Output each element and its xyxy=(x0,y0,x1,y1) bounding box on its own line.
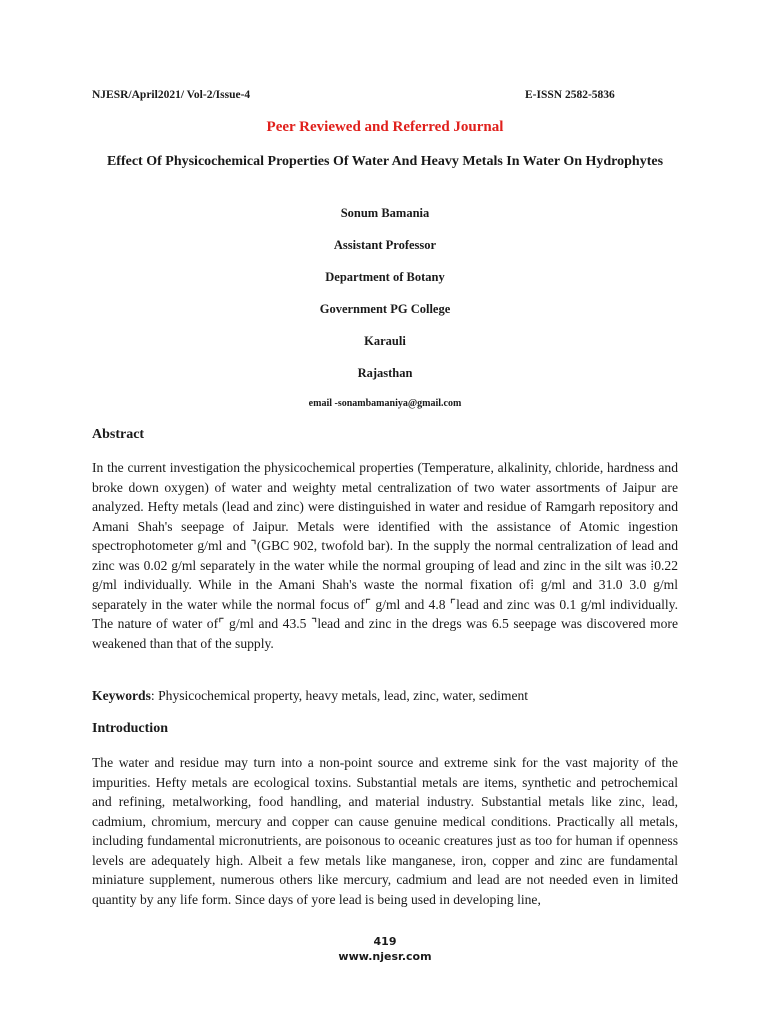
author-state: Rajasthan xyxy=(357,366,413,380)
page-number: 419 xyxy=(373,935,397,948)
journal-issue-header: NJESR/April2021/ Vol-2/Issue-4 xyxy=(92,89,251,101)
author-name: Sonum Bamania xyxy=(340,206,430,220)
author-email: email -sonambamaniya@gmail.com xyxy=(308,398,462,409)
author-college: Government PG College xyxy=(319,302,451,316)
keywords-label: Keywords xyxy=(92,688,151,703)
author-position: Assistant Professor xyxy=(333,238,437,252)
paper-title: Effect Of Physicochemical Properties Of Water And Heavy Metals In Water On Hydrophytes xyxy=(106,154,664,169)
keywords-text: : Physicochemical property, heavy metals, lead, zinc, water, sediment xyxy=(150,688,529,703)
abstract-heading: Abstract xyxy=(92,427,145,442)
footer-website: www.njesr.com xyxy=(338,950,432,963)
keywords-line xyxy=(92,686,678,706)
introduction-heading: Introduction xyxy=(92,721,168,736)
introduction-text: The water and residue may turn into a non-point source and extreme sink for the vast majority of the impurities. Hefty metals are ecological toxins. Substantial metals are items, synthetic and petrochemical and refining, metalworking, food handling, and material industry. Substantial metals like zinc, lead, cadmium, chromium, mercury and copper can cause genuine medical conditions. Practically all metals, including fundamental micronutrients, are poisonous to oceanic creatures just as too for human if openness levels are adequately high. Albeit a few metals like manganese, iron, copper and zinc are fundamental miniature supplement, numerous others like mercury, cadmium and lead are not needed even in limited quantity by any life form. Since days of yore lead is being used in developing line, xyxy=(92,755,678,907)
issn-header: E-ISSN 2582-5836 xyxy=(525,89,615,101)
author-city: Karauli xyxy=(364,334,406,348)
journal-banner: Peer Reviewed and Referred Journal xyxy=(266,119,504,135)
author-department: Department of Botany xyxy=(325,270,445,284)
abstract-text: In the current investigation the physicochemical properties (Temperature, alkalinity, chloride, hardness and broke down oxygen) of water and weighty metal centralization of two water assortments of Jaipur are analyzed. Hefty metals (lead and zinc) were distinguished in water and residue of Ramgarh repository and Amani Shah's seepage of Jaipur. Metals were identified with the assistance of Atomic ingestion spectrophotometer g/ml and ⌝(GBC 902, twofold bar). In the supply the normal centralization of lead and zinc was 0.02 g/ml separately in the water while the normal grouping of lead and zinc in the silt was ⁞0.22 g/ml individually. While in the Amani Shah's waste the normal fixation of⁞ g/ml and 31.0 3.0 g/ml separately in the water while the normal focus of⌜ g/ml and 4.8 ⌜lead and zinc was 0.1 g/ml individually. The nature of water of⌜ g/ml and 43.5 ⌝lead and zinc in the dregs was 6.5 seepage was discovered more weakened than that of the supply. xyxy=(92,460,678,651)
